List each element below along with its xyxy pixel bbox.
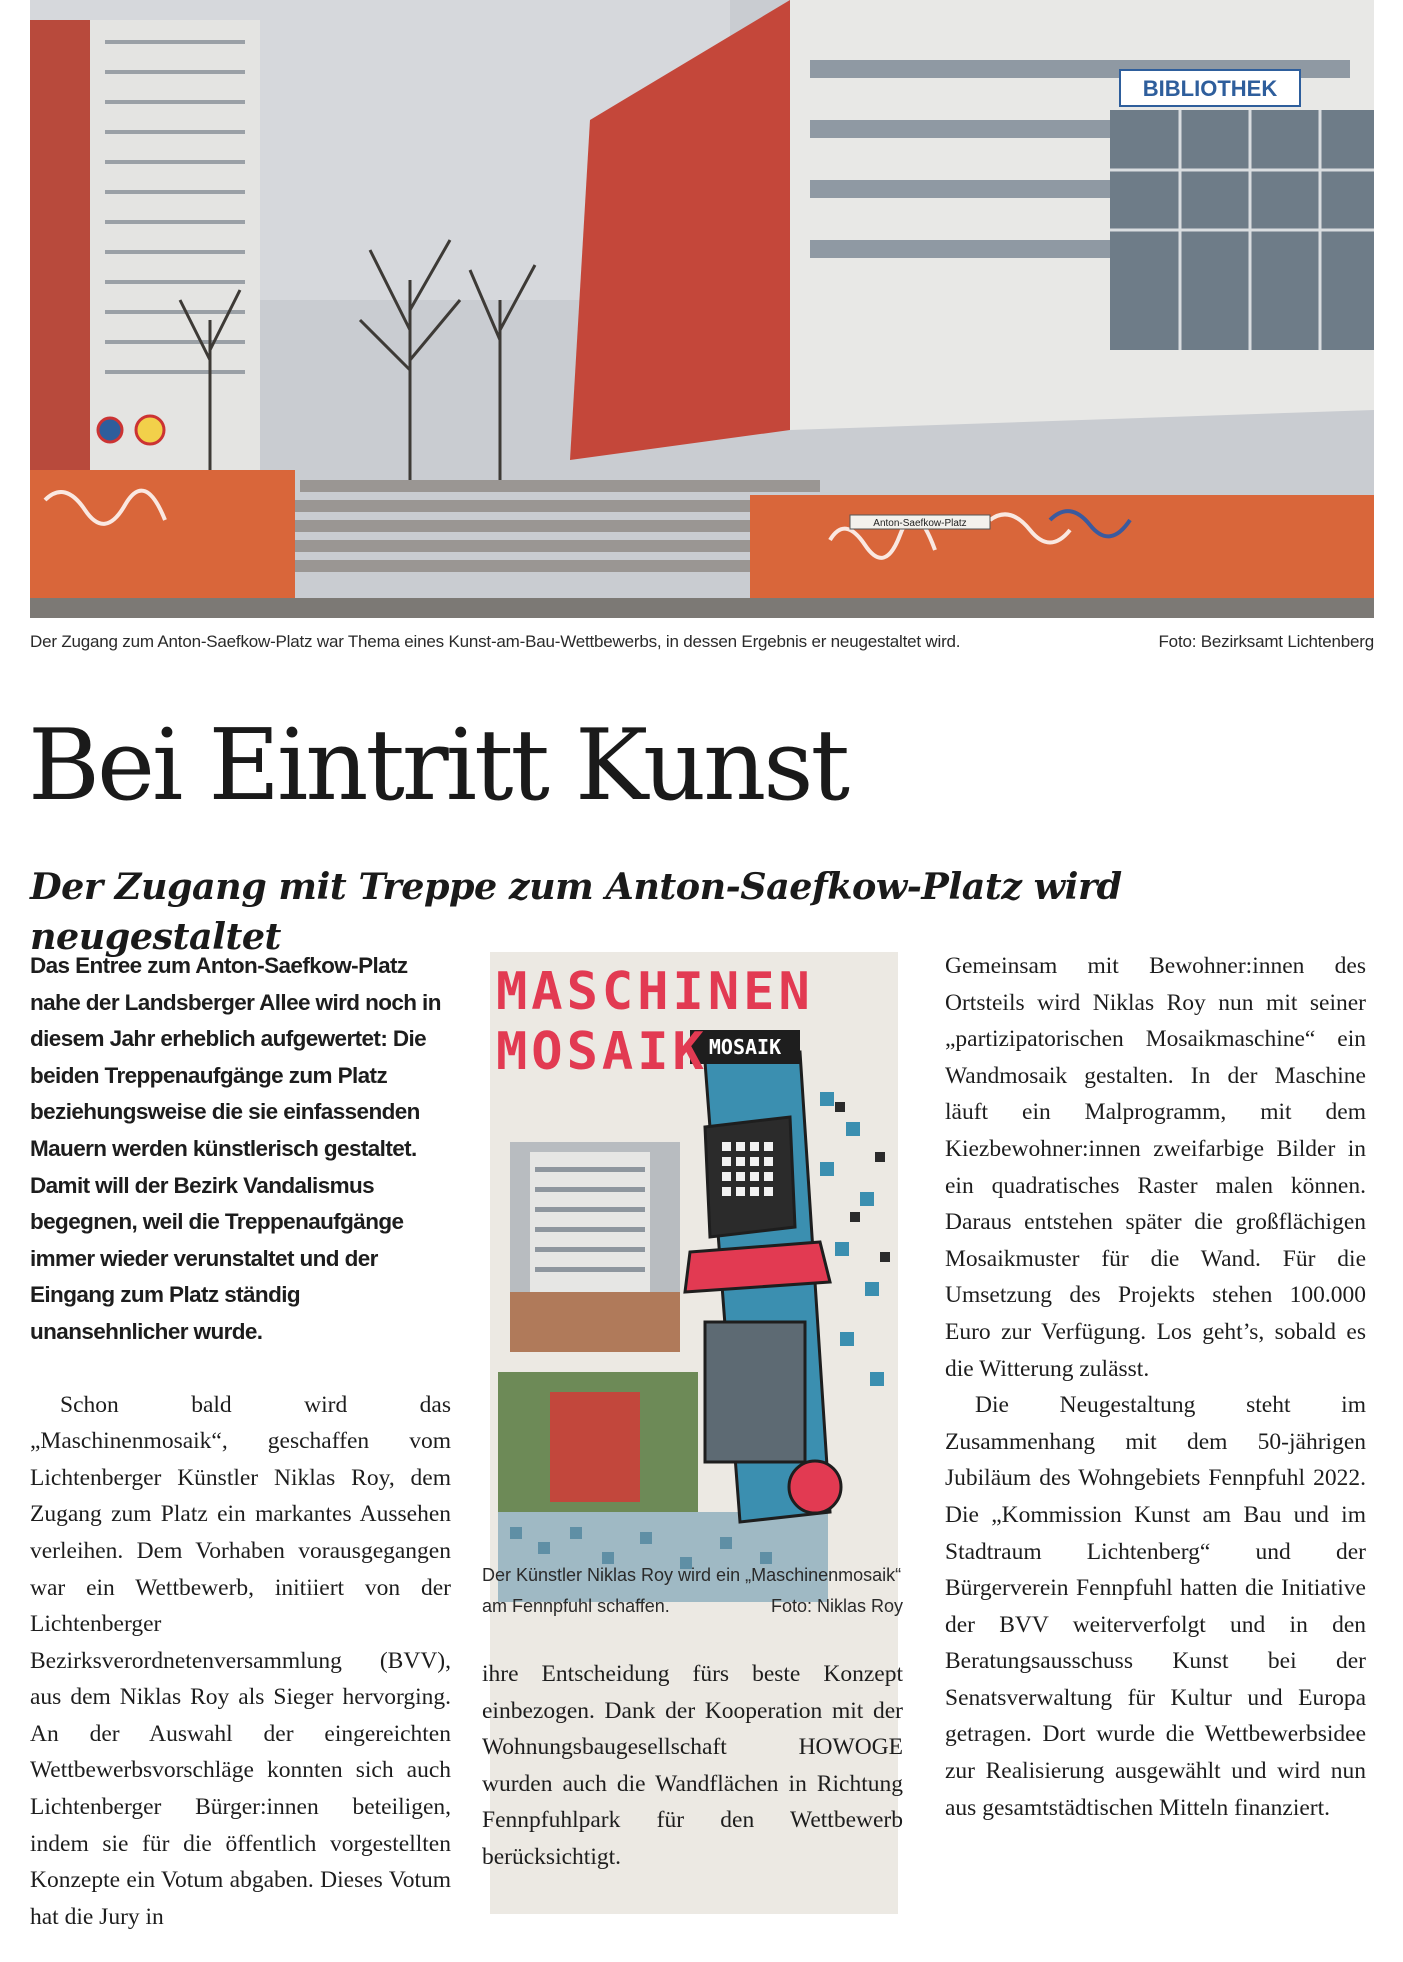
column-1 — [30, 948, 451, 1935]
headline: Bei Eintritt Kunst — [28, 709, 847, 823]
poster-credit: Foto: Niklas Roy — [770, 1596, 903, 1616]
poster-title — [496, 962, 896, 1082]
lead-paragraph: Das Entree zum Anton-Saefkow-Platz nahe der Landsberger Allee wird noch in diesem Jahr erheblich aufgewertet: Die beiden Treppenaufgänge zum Platz beziehungsweise die sie einfassenden Mauern werden künstlerisch gestaltet. Damit will der Bezirk Vandalismus begegnen, weil die Treppenaufgänge immer wieder verunstaltet und der Eingang zum Platz ständig unansehnlicher wurde. — [30, 953, 441, 1344]
photo-credit: Foto: Bezirksamt Lichtenberg — [1158, 632, 1374, 651]
wall-sign: Anton-Saefkow-Platz — [873, 518, 967, 529]
photo-scene — [30, 0, 1374, 618]
column-2 — [482, 1656, 903, 1876]
poster-caption-block — [482, 1560, 903, 1622]
poster-title-line-2: MOSAIK — [496, 1022, 708, 1082]
top-photo — [30, 0, 1374, 618]
machine-label: MOSAIK — [708, 1035, 782, 1059]
poster-title-line-1: MASCHINEN — [496, 962, 814, 1022]
column-3 — [945, 948, 1366, 1826]
poster-caption-text: Der Künstler Niklas Roy wird ein „Maschinenmosaik“ am Fennpfuhl schaffen. — [482, 1565, 902, 1616]
body-paragraph-4: Die Neugestaltung steht im Zusammenhang mit dem 50-jährigen Jubiläum des Wohngebiets Fennpfuhl 2022. Die „Kommission Kunst am Bau und im Stadtraum Lichtenberg“ und der Bürgerverein Fennpfuhl hatten die Initiative der BVV weiterverfolgt und in den Beratungsausschuss Kunst bei der Senatsverwaltung für Kultur und Europa getragen. Dort wurde die Wettbewerbsidee zur Realisierung ausgewählt und wird nun aus gesamtstädtischen Mitteln finanziert. — [945, 1392, 1366, 1821]
photo-caption-text: Der Zugang zum Anton-Saefkow-Platz war Thema eines Kunst-am-Bau-Wettbewerbs, in dessen Ergebnis er neugestaltet wird. — [30, 632, 961, 651]
body-paragraph-2: ihre Entscheidung fürs beste Konzept einbezogen. Dank der Kooperation mit der Wohnungsbaugesellschaft HOWOGE wurden auch die Wandflächen in Richtung Fennpfuhlpark für den Wettbewerb berücksichtigt. — [482, 1661, 903, 1870]
photo-caption — [30, 632, 1374, 658]
subheadline: Der Zugang mit Treppe zum Anton-Saefkow-Platz wird neugestaltet — [30, 865, 1122, 958]
body-paragraph-1: Schon bald wird das „Maschinenmosaik“, geschaffen vom Lichtenberger Künstler Niklas Roy, dem Zugang zum Platz ein markantes Aussehen verleihen. Dem Vorhaben vorausgegangen war ein Wettbewerb, initiiert von der Lichtenberger Bezirksverordnetenversammlung (BVV), aus dem Niklas Roy als Sieger hervorging. An der Auswahl der eingereichten Wettbewerbsvorschläge konnten sich auch Lichtenberger Bürger:innen beteiligen, indem sie für die öffentlich vorgestellten Konzepte ein Votum abgaben. Dieses Votum hat die Jury in — [30, 1391, 451, 1930]
library-sign: BIBLIOTHEK — [1142, 76, 1278, 101]
poster-caption — [482, 1560, 903, 1622]
body-paragraph-3: Gemeinsam mit Bewohner:innen des Ortsteils wird Niklas Roy nun mit seiner „partizipatorischen Mosaikmaschine“ ein Wandmosaik gestalten. In der Maschine läuft ein Malprogramm, mit dem Kiezbewohner:innen zweifarbige Bilder in ein quadratisches Raster malen können. Daraus entstehen später die großflächigen Mosaikmuster für die Wand. Für die Umsetzung des Projekts stehen 100.000 Euro zur Verfügung. Los geht’s, sobald es die Witterung zulässt. — [945, 953, 1366, 1382]
